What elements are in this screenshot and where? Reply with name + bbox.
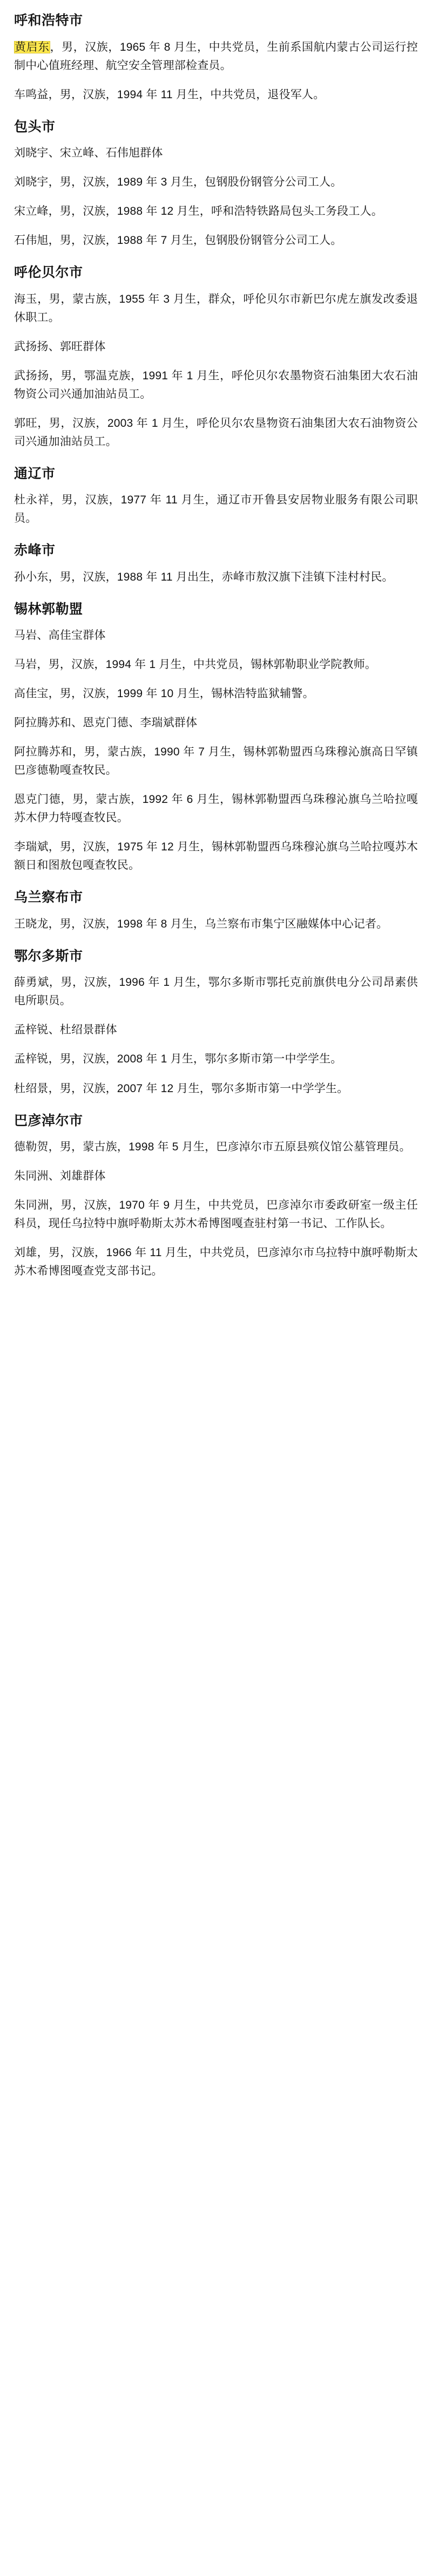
highlighted-name: 黄启东 [15, 40, 50, 53]
person-entry: 王晓龙，男，汉族，1998 年 8 月生，乌兰察布市集宁区融媒体中心记者。 [14, 917, 388, 930]
person-entry: 孟梓锐、杜绍景群体 [14, 1024, 117, 1037]
city-heading: 呼伦贝尔市 [14, 265, 83, 281]
person-entry: 杜绍景，男，汉族，2007 年 12 月生，鄂尔多斯市第一中学学生。 [14, 1082, 349, 1095]
person-entry: 车鸣益，男，汉族，1994 年 11 月生，中共党员，退役军人。 [14, 88, 325, 101]
person-entry: 阿拉腾苏和、恩克门德、李瑞斌群体 [14, 717, 198, 730]
person-entry: 刘晓宇，男，汉族，1989 年 3 月生，包钢股份钢管分公司工人。 [14, 176, 342, 189]
person-entry: 杜永祥，男，汉族，1977 年 11 月生，通辽市开鲁县安居物业服务有限公司职员。 [14, 494, 418, 525]
city-heading: 赤峰市 [14, 543, 56, 558]
person-entry: 海玉，男，蒙古族，1955 年 3 月生，群众，呼伦贝尔市新巴尔虎左旗发改委退休职工。 [14, 292, 418, 324]
person-entry: 宋立峰，男，汉族，1988 年 12 月生，呼和浩特铁路局包头工务段工人。 [14, 205, 383, 218]
city-heading: 呼和浩特市 [14, 13, 83, 28]
city-heading: 巴彦淖尔市 [14, 1113, 83, 1128]
city-heading: 锡林郭勒盟 [14, 601, 83, 617]
city-heading: 鄂尔多斯市 [14, 948, 83, 964]
person-entry: 刘晓宇、宋立峰、石伟旭群体 [14, 147, 163, 160]
person-entry: 孙小东，男，汉族，1988 年 11 月出生，赤峰市敖汉旗下洼镇下洼村村民。 [14, 570, 394, 583]
person-entry: 武扬扬，男，鄂温克族，1991 年 1 月生，呼伦贝尔农墨物资石油集团大农石油物资公司兴通加油站员工。 [14, 369, 418, 400]
person-entry: 朱同洲、刘雄群体 [14, 1170, 106, 1183]
entry-text: ，男，汉族，1965 年 8 月生，中共党员，生前系国航内蒙古公司运行控制中心值班经理、航空安全管理部检查员。 [14, 40, 418, 72]
person-entry: 高佳宝，男，汉族，1999 年 10 月生，锡林浩特监狱辅警。 [14, 687, 314, 700]
person-entry [14, 38, 418, 75]
person-entry: 朱同洲，男，汉族，1970 年 9 月生，中共党员，巴彦淖尔市委政研室一级主任科员，现任乌拉特中旗呼勒斯太苏木希博图嘎查驻村第一书记、工作队长。 [14, 1199, 418, 1230]
person-entry: 武扬扬、郭旺群体 [14, 340, 106, 353]
city-heading: 包头市 [14, 119, 56, 134]
person-entry: 郭旺，男，汉族，2003 年 1 月生，呼伦贝尔农垦物资石油集团大农石油物资公司兴通加油站员工。 [14, 417, 418, 448]
city-heading: 乌兰察布市 [14, 890, 83, 905]
person-entry: 李瑞斌，男，汉族，1975 年 12 月生，锡林郭勒盟西乌珠穆沁旗乌兰哈拉嘎苏木额日和图敖包嘎查牧民。 [14, 841, 418, 872]
person-entry: 阿拉腾苏和，男，蒙古族，1990 年 7 月生，锡林郭勒盟西乌珠穆沁旗高日罕镇巴彦德勒嘎查牧民。 [14, 746, 418, 777]
person-entry: 刘雄，男，汉族，1966 年 11 月生，中共党员，巴彦淖尔市乌拉特中旗呼勒斯太苏木希博图嘎查党支部书记。 [14, 1246, 418, 1278]
person-entry: 德勒贺，男，蒙古族，1998 年 5 月生，巴彦淖尔市五原县殡仪馆公墓管理员。 [14, 1141, 411, 1154]
person-entry: 孟梓锐，男，汉族，2008 年 1 月生，鄂尔多斯市第一中学学生。 [14, 1053, 342, 1066]
person-entry: 恩克门德，男，蒙古族，1992 年 6 月生，锡林郭勒盟西乌珠穆沁旗乌兰哈拉嘎苏木伊力特嘎查牧民。 [14, 793, 418, 824]
city-heading: 通辽市 [14, 466, 56, 481]
person-entry: 薛勇斌，男，汉族，1996 年 1 月生，鄂尔多斯市鄂托克前旗供电分公司昂素供电所职员。 [14, 976, 418, 1007]
person-entry: 石伟旭，男，汉族，1988 年 7 月生，包钢股份钢管分公司工人。 [14, 234, 342, 247]
document-body [14, 12, 418, 1280]
person-entry: 马岩，男，汉族，1994 年 1 月生，中共党员，锡林郭勒职业学院教师。 [14, 658, 377, 671]
person-entry: 马岩、高佳宝群体 [14, 629, 106, 642]
